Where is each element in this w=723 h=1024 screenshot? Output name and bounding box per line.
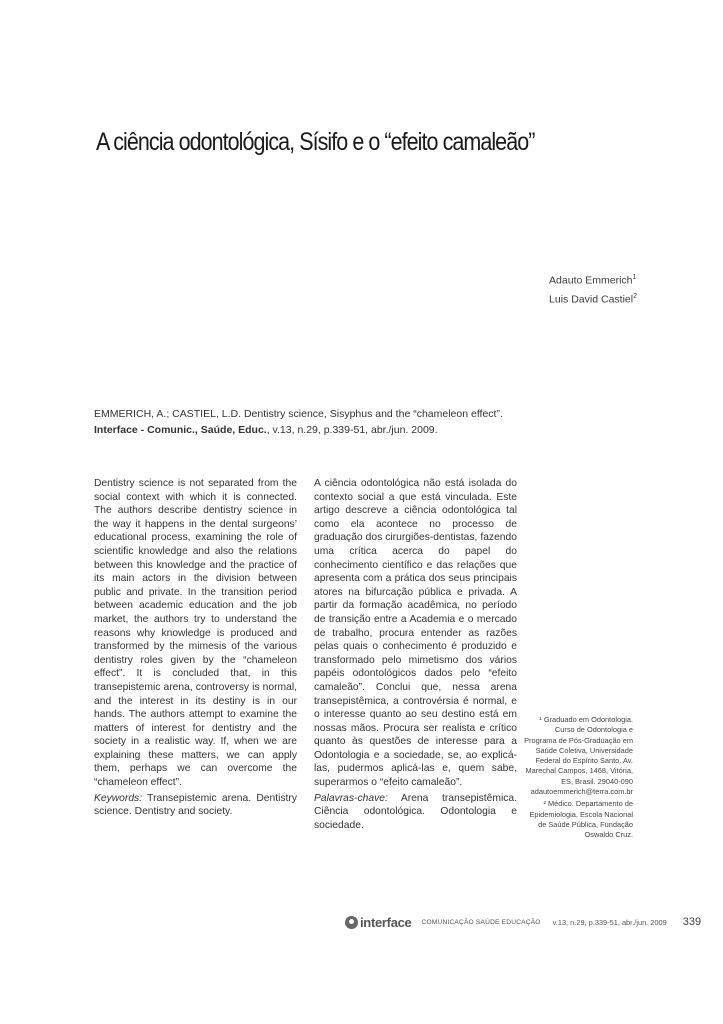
- article-title: A ciência odontológica, Sísifo e o “efeito camaleão”: [96, 128, 535, 156]
- abstract-english: [94, 477, 297, 819]
- footnote-1: ¹ Graduado em Odontologia. Curso de Odontologia e Programa de Pós-Graduação em Saúde Coletiva, Universidade Federal do Espírito Santo. Av. Marechal Campos, 1468, Vitória, ES, Brasil. 29040-090 adautoemmerich@terra.com.br: [524, 715, 633, 797]
- keywords-en: Keywords: Transepistemic arena. Dentistry science. Dentistry and society.: [94, 792, 297, 818]
- page-footer: [345, 914, 701, 930]
- logo-icon: [345, 916, 358, 929]
- journal-logo: interface: [345, 915, 412, 930]
- author-list: [549, 270, 637, 307]
- abstract-portuguese: [314, 477, 517, 832]
- citation: [94, 406, 634, 438]
- page-number: 339: [682, 916, 702, 928]
- footnote-2: ² Médico. Departamento de Epidemiologia, Escola Nacional de Saúde Pública, Fundação Oswaldo Cruz.: [529, 799, 633, 840]
- citation-details: , v.13, n.29, p.339-51, abr./jun. 2009.: [266, 424, 438, 436]
- author-footnotes: [521, 715, 633, 841]
- journal-name: Interface - Comunic., Saúde, Educ.: [94, 424, 267, 436]
- author-1: Adauto Emmerich$^1$: [549, 274, 637, 287]
- citation-line: EMMERICH, A.; CASTIEL, L.D. Dentistry science, Sisyphus and the “chameleon effect”.: [94, 408, 503, 420]
- issue-info: v.13, n.29, p.339-51, abr./jun. 2009: [552, 917, 667, 927]
- abstract-en-text: Dentistry science is not separated from the social context with which it is connected. The authors describe dentistry science in the way it happens in the dental surgeons’ educational process, examining the role of scientific knowledge and also the relations between this knowledge and the practice of its main actors in the division between public and private. In the transition period between academic education and the job market, the authors try to understand the reasons why knowledge is produced and transformed by the mimesis of the various dentistry roles given by the “chameleon effect”. It is concluded that, in this transepistemic arena, controversy is normal, and the interest in its destiny is in our hands. The authors attempt to examine the matters of interest for dentistry and the society in a realistic way. If, when we are explaining these matters, we can apply them, perhaps we can overcome the “chameleon effect”.: [94, 478, 297, 789]
- keywords-pt: Palavras-chave: Arena transepistêmica. Ciência odontológica. Odontologia e sociedade.: [314, 792, 517, 831]
- journal-tagline: COMUNICAÇÃO SAÚDE EDUCAÇÃO: [421, 918, 541, 926]
- abstract-pt-text: A ciência odontológica não está isolada do contexto social a que está vinculada. Este artigo descreve a ciência odontológica tal como ela acontece no processo de graduação dos cirurgiões-dentistas, fazendo uma crítica acerca do papel do conhecimento científico e das relações que apresenta com a prática dos seus principais atores na bifurcação pública e privada. A partir da formação acadêmica, no período de transição entre a Academia e o mercado de trabalho, procura entender as razões pelas quais o conhecimento é produzido e transformado pelo mimetismo dos vários papéis odontológicos dados pelo “efeito camaleão”. Conclui que, nessa arena transepistêmica, a controvérsia é normal, e o interesse quanto ao seu destino está em nossas mãos. Procura ser realista e crítico quanto às questões de interesse para a Odontologia e a sociedade, se, ao explicá-las, pudermos aplicá-las e, quem sabe, superarmos o “efeito camaleão”.: [314, 478, 517, 789]
- author-2: Luis David Castiel$^2$: [549, 292, 637, 305]
